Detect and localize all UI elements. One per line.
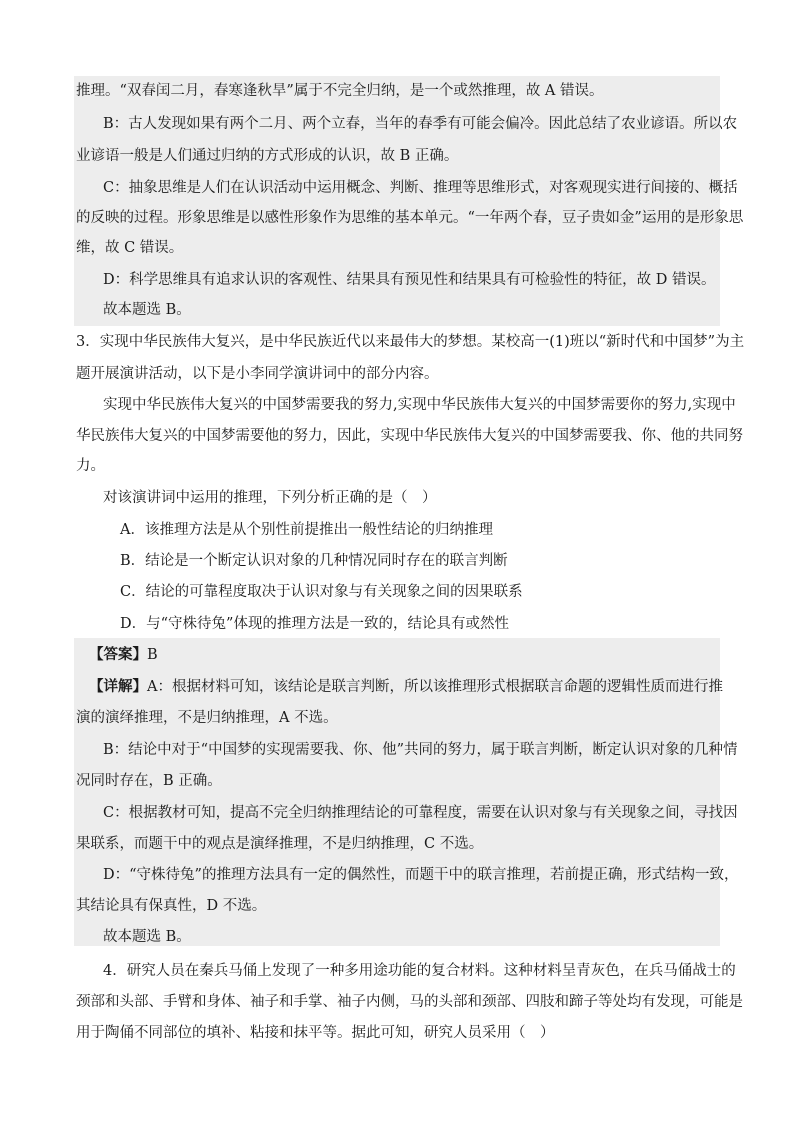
detail-line: 况同时存在，B 正确。	[76, 773, 222, 789]
option-a[interactable]: A．该推理方法是从个别性前提推出一般性结论的归纳推理	[120, 522, 493, 538]
explanation-line: 故本题选 B。	[103, 302, 191, 318]
answer-line	[89, 645, 158, 665]
question-4-stem: 颈部和头部、手臂和身体、袖子和手掌、袖子内侧，马的头部和颈部、四肢和蹄子等处均有发现，可能是	[76, 994, 743, 1010]
answer-tag: 【答案】	[89, 646, 147, 663]
question-4-stem: 用于陶俑不同部位的填补、粘接和抹平等。据此可知，研究人员采用（ ）	[76, 1025, 555, 1041]
explanation-line: 的反映的过程。形象思维是以感性形象作为思维的基本单元。“一年两个春，豆子贵如金”运用的是形象思	[76, 210, 744, 226]
detail-line: C：根据教材可知，提高不完全归纳推理结论的可靠程度，需要在认识对象与有关现象之间，寻找因	[103, 805, 738, 821]
question-3-stem: 3．实现中华民族伟大复兴，是中华民族近代以来最伟大的梦想。某校高一(1)班以“新时代和中国梦”为主	[76, 334, 745, 350]
question-3-material: 华民族伟大复兴的中国梦需要他的努力，因此，实现中华民族伟大复兴的中国梦需要我、你、他的共同努	[76, 428, 743, 444]
explanation-line: C：抽象思维是人们在认识活动中运用概念、判断、推理等思维形式，对客观现实进行间接的、概括	[103, 180, 738, 196]
question-3-stem: 题开展演讲活动，以下是小李同学演讲词中的部分内容。	[76, 366, 439, 382]
detail-line: B：结论中对于“中国梦的实现需要我、你、他”共同的努力，属于联言判断，断定认识对象的几种情	[103, 742, 738, 758]
question-3-material: 实现中华民族伟大复兴的中国梦需要我的努力,实现中华民族伟大复兴的中国梦需要你的努力,实现中	[103, 397, 736, 413]
detail-line: D：“守株待兔”的推理方法具有一定的偶然性，而题干中的联言推理，若前提正确，形式结构一致，	[103, 867, 739, 883]
explanation-line: 业谚语一般是人们通过归纳的方式形成的认识，故 B 正确。	[76, 148, 459, 164]
detail-tag: 【详解】	[89, 678, 147, 695]
detail-line	[89, 677, 723, 697]
explanation-line: B：古人发现如果有两个二月、两个立春，当年的春季有可能会偏冷。因此总结了农业谚语。所以农	[103, 116, 738, 132]
explanation-line: D：科学思维具有追求认识的客观性、结果具有预见性和结果具有可检验性的特征，故 D 错误。	[103, 272, 716, 288]
detail-line: 果联系，而题干中的观点是演绎推理，不是归纳推理，C 不选。	[76, 836, 484, 852]
question-3-prompt: 对该演讲词中运用的推理，下列分析正确的是（ ）	[103, 490, 437, 506]
explanation-line: 推理。“双春闰二月，春寒逢秋旱”属于不完全归纳，是一个或然推理，故 A 错误。	[76, 83, 604, 99]
answer-value: B	[147, 647, 158, 663]
detail-text: A：根据材料可知，该结论是联言判断，所以该推理形式根据联言命题的逻辑性质而进行推	[147, 679, 723, 695]
question-3-material: 力。	[76, 458, 105, 474]
option-b[interactable]: B．结论是一个断定认识对象的几种情况同时存在的联言判断	[120, 553, 508, 569]
explanation-line: 维，故 C 错误。	[76, 240, 184, 256]
question-4-stem: 4．研究人员在秦兵马俑上发现了一种多用途功能的复合材料。这种材料呈青灰色，在兵马俑战士的	[103, 963, 736, 979]
option-d[interactable]: D．与“守株待兔”体现的推理方法是一致的，结论具有或然性	[120, 616, 509, 632]
detail-line: 其结论具有保真性，D 不选。	[76, 898, 267, 914]
option-c[interactable]: C．结论的可靠程度取决于认识对象与有关现象之间的因果联系	[120, 584, 523, 600]
detail-line: 故本题选 B。	[103, 929, 191, 945]
detail-line: 演的演绎推理，不是归纳推理，A 不选。	[76, 710, 338, 726]
